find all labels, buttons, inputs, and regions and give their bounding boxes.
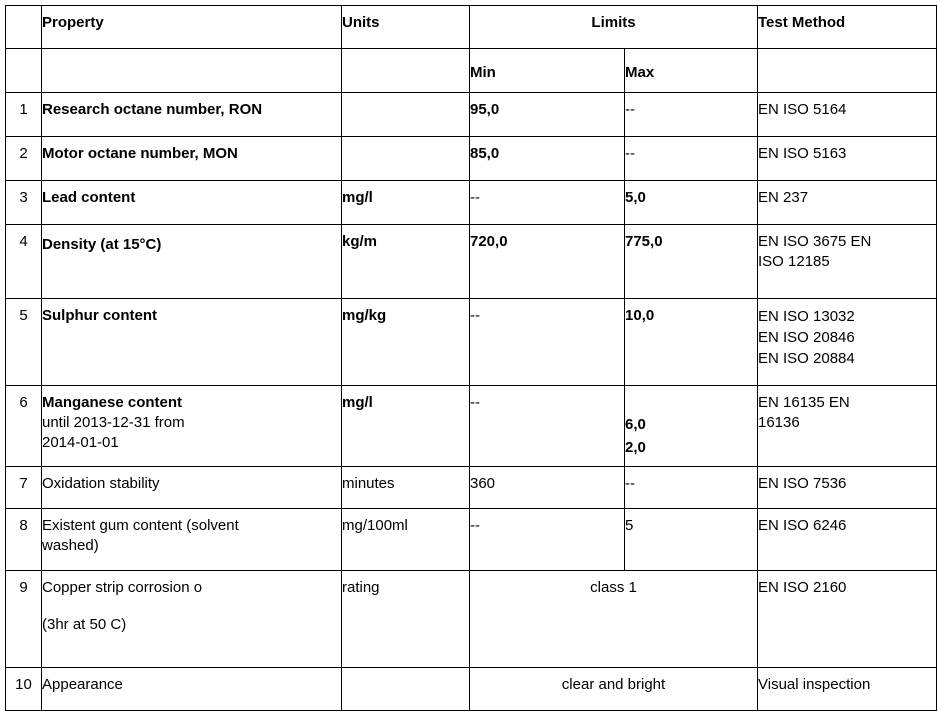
property-cell: Copper strip corrosion o (3hr at 50 C) <box>42 571 342 668</box>
units-cell <box>342 668 470 711</box>
property-cell: Manganese content until 2013-12-31 from 2014-01-01 <box>42 386 342 467</box>
method-cell: EN ISO 3675 EN ISO 12185 <box>758 225 937 299</box>
table-row <box>6 137 937 181</box>
units-cell: minutes <box>342 467 470 509</box>
property-cell: Density (at 15°C) <box>42 225 342 299</box>
row-number: 8 <box>6 509 42 571</box>
units-cell <box>342 137 470 181</box>
header-test-method: Test Method <box>758 6 937 49</box>
units-cell: mg/l <box>342 181 470 225</box>
property-cell: Existent gum content (solvent washed) <box>42 509 342 571</box>
method-cell: EN ISO 5163 <box>758 137 937 181</box>
property-cell: Sulphur content <box>42 299 342 386</box>
min-cell: 95,0 <box>470 93 625 137</box>
row-number: 3 <box>6 181 42 225</box>
table-row <box>6 225 937 299</box>
min-cell: -- <box>470 509 625 571</box>
property-cell: Motor octane number, MON <box>42 137 342 181</box>
method-cell: EN ISO 5164 <box>758 93 937 137</box>
row-number: 9 <box>6 571 42 668</box>
header-property: Property <box>42 6 342 49</box>
units-cell <box>342 93 470 137</box>
property-cell: Oxidation stability <box>42 467 342 509</box>
subheader-row <box>6 49 937 93</box>
max-cell: -- <box>625 467 758 509</box>
units-cell: mg/100ml <box>342 509 470 571</box>
table-row <box>6 93 937 137</box>
max-cell: -- <box>625 137 758 181</box>
max-cell: -- <box>625 93 758 137</box>
units-cell: mg/l <box>342 386 470 467</box>
limits-cell: clear and bright <box>470 668 758 711</box>
row-number: 7 <box>6 467 42 509</box>
row-number: 6 <box>6 386 42 467</box>
header-units: Units <box>342 6 470 49</box>
table-row <box>6 509 937 571</box>
min-cell: 85,0 <box>470 137 625 181</box>
table-row <box>6 571 937 668</box>
row-number: 2 <box>6 137 42 181</box>
method-cell: EN ISO 7536 <box>758 467 937 509</box>
table-row <box>6 467 937 509</box>
header-limits: Limits <box>470 6 758 49</box>
table-row <box>6 181 937 225</box>
method-cell: Visual inspection <box>758 668 937 711</box>
header-max: Max <box>625 49 758 93</box>
table-row <box>6 299 937 386</box>
table-row <box>6 668 937 711</box>
method-cell: EN 237 <box>758 181 937 225</box>
min-cell: -- <box>470 386 625 467</box>
method-cell: EN ISO 6246 <box>758 509 937 571</box>
property-cell: Lead content <box>42 181 342 225</box>
header-no-cell <box>6 6 42 49</box>
specification-table <box>5 5 937 711</box>
method-cell: EN ISO 13032 EN ISO 20846 EN ISO 20884 <box>758 299 937 386</box>
header-row <box>6 6 937 49</box>
method-cell: EN ISO 2160 <box>758 571 937 668</box>
units-cell: kg/m <box>342 225 470 299</box>
min-cell: -- <box>470 181 625 225</box>
row-number: 4 <box>6 225 42 299</box>
table-row <box>6 386 937 467</box>
property-cell: Research octane number, RON <box>42 93 342 137</box>
max-cell: 6,0 2,0 <box>625 386 758 467</box>
row-number: 10 <box>6 668 42 711</box>
max-cell: 5,0 <box>625 181 758 225</box>
units-cell: rating <box>342 571 470 668</box>
method-cell: EN 16135 EN 16136 <box>758 386 937 467</box>
min-cell: -- <box>470 299 625 386</box>
max-cell: 5 <box>625 509 758 571</box>
row-number: 5 <box>6 299 42 386</box>
header-min: Min <box>470 49 625 93</box>
max-cell: 10,0 <box>625 299 758 386</box>
limits-cell: class 1 <box>470 571 758 668</box>
min-cell: 720,0 <box>470 225 625 299</box>
row-number: 1 <box>6 93 42 137</box>
max-cell: 775,0 <box>625 225 758 299</box>
units-cell: mg/kg <box>342 299 470 386</box>
property-cell: Appearance <box>42 668 342 711</box>
min-cell: 360 <box>470 467 625 509</box>
